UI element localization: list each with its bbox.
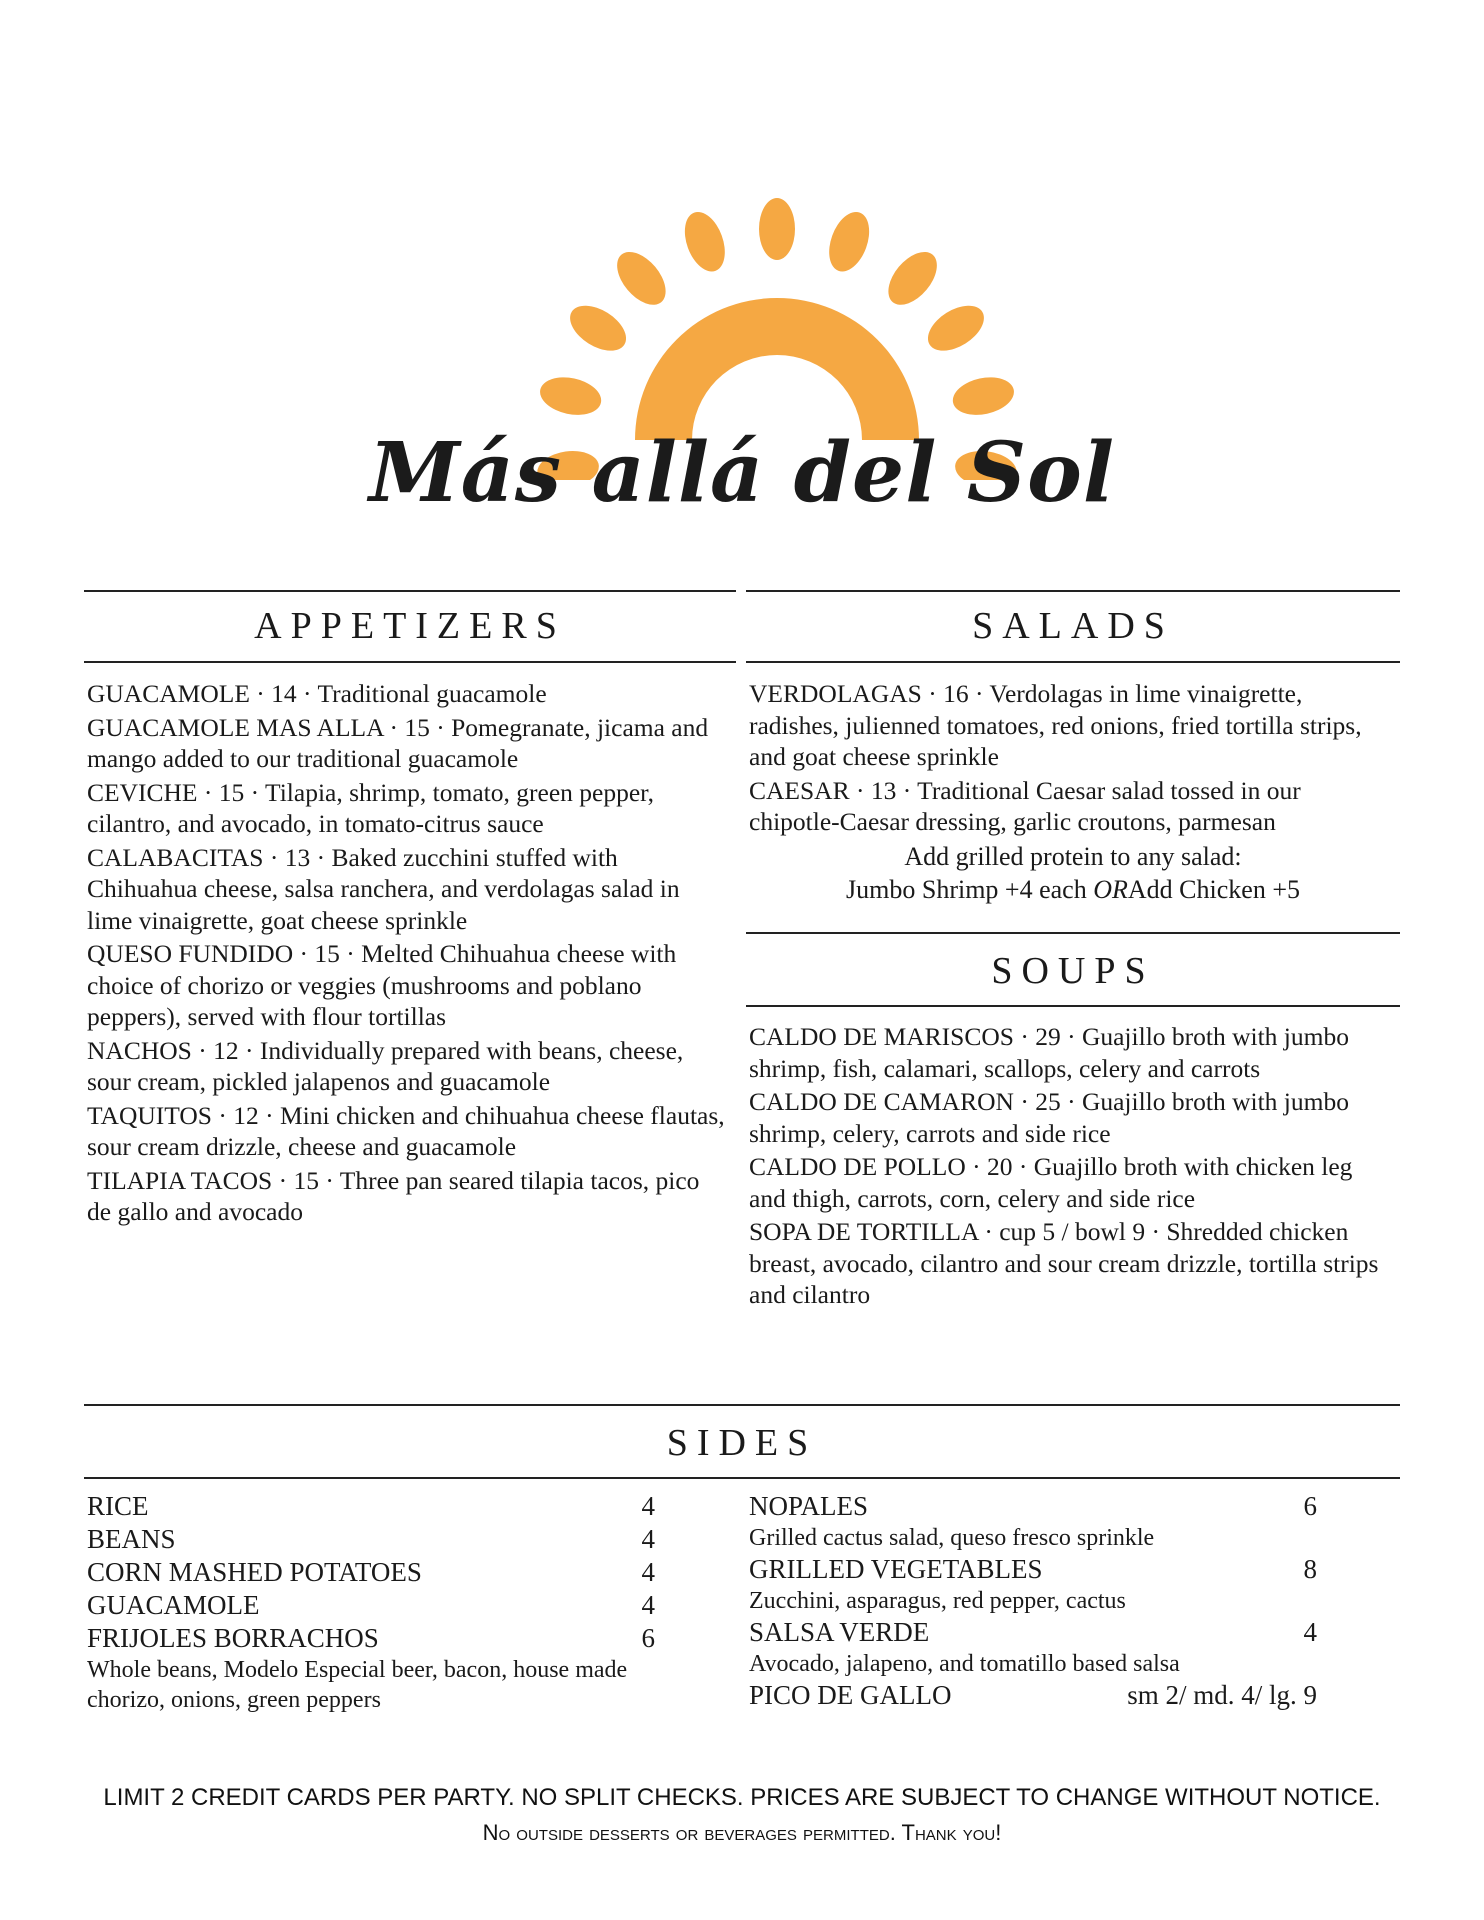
- menu-item: [749, 1151, 1389, 1214]
- item-separator: ·: [249, 679, 272, 708]
- divider: [746, 590, 1400, 592]
- item-description: Guajillo broth with jumbo shrimp, fish, calamari, scallops, celery and carrots: [749, 1022, 1349, 1083]
- side-item: [749, 1490, 1317, 1553]
- footer-thanks: No outside desserts or beverages permitted. Thank you!: [482, 1820, 1002, 1845]
- side-price: 6: [1303, 1491, 1317, 1521]
- sun-ray-icon: [759, 198, 795, 260]
- side-price: 4: [641, 1557, 655, 1587]
- sun-ray-icon: [677, 206, 732, 277]
- item-separator: ·: [258, 1100, 280, 1130]
- sides-left-list: [87, 1490, 655, 1715]
- menu-item: [87, 938, 727, 1033]
- item-separator: ·: [310, 842, 332, 872]
- menu-item: [749, 678, 1389, 773]
- side-row: [87, 1490, 655, 1523]
- side-row: [87, 1589, 655, 1622]
- item-separator: ·: [1060, 1087, 1082, 1116]
- item-description: Melted Chihuahua cheese with choice of chorizo or veggies (mushrooms and poblano peppers), served with flour tortillas: [87, 939, 677, 1031]
- item-name: GUACAMOLE MAS ALLA: [87, 712, 384, 742]
- item-separator: ·: [318, 1165, 340, 1195]
- item-name: CEVICHE: [87, 777, 198, 807]
- item-description: Baked zucchini stuffed with Chihuahua cheese, salsa ranchera, and verdolagas salad in lime vinaigrette, goat cheese sprinkle: [87, 842, 680, 935]
- side-price: 4: [641, 1524, 655, 1554]
- side-item: [87, 1556, 655, 1589]
- item-name: QUESO FUNDIDO: [87, 939, 294, 968]
- item-description: Pomegranate, jicama and mango added to our traditional guacamole: [87, 712, 709, 773]
- sun-ray-icon: [949, 372, 1017, 420]
- salad-note-chicken: Add Chicken +5: [1127, 875, 1300, 904]
- item-price: 16: [943, 679, 969, 708]
- item-price: 12: [233, 1100, 259, 1130]
- item-name: NACHOS: [87, 1035, 192, 1065]
- side-price: 8: [1303, 1554, 1317, 1584]
- section-title-sides: SIDES: [666, 1422, 818, 1464]
- item-separator: ·: [339, 939, 362, 968]
- item-separator: ·: [965, 1152, 987, 1181]
- section-title-salads: SALADS: [972, 605, 1174, 647]
- side-name: CORN MASHED POTATOES: [87, 1557, 422, 1587]
- side-name: RICE: [87, 1491, 149, 1521]
- side-description: Grilled cactus salad, queso fresco sprinkle: [749, 1525, 1155, 1551]
- side-name: FRIJOLES BORRACHOS: [87, 1623, 379, 1653]
- salad-note-line1: Add grilled protein to any salad:: [904, 842, 1242, 871]
- side-item: [87, 1589, 655, 1622]
- side-row: [749, 1679, 1317, 1712]
- side-name: GRILLED VEGETABLES: [749, 1554, 1043, 1584]
- menu-item: [87, 1100, 727, 1163]
- side-item: [749, 1616, 1317, 1679]
- item-separator: ·: [896, 775, 918, 805]
- item-price: 13: [284, 842, 311, 872]
- item-description: Guajillo broth with chicken leg and thigh, carrots, corn, celery and side rice: [749, 1152, 1353, 1213]
- side-name: SALSA VERDE: [749, 1617, 930, 1647]
- side-name: PICO DE GALLO: [749, 1680, 952, 1710]
- item-description: Shredded chicken breast, avocado, cilantro and sour cream drizzle, tortilla strips and cilantro: [749, 1217, 1379, 1309]
- sun-ray-icon: [608, 243, 675, 314]
- divider: [746, 932, 1400, 934]
- section-title-soups: SOUPS: [991, 950, 1155, 992]
- side-row: [749, 1490, 1317, 1523]
- item-price: 15: [404, 712, 430, 742]
- side-price: 4: [641, 1491, 655, 1521]
- item-description: Verdolagas in lime vinaigrette, radishes, julienned tomatoes, red onions, fried tortilla strips, and goat cheese sprinkle: [749, 679, 1362, 771]
- item-separator: ·: [244, 777, 266, 807]
- item-separator: ·: [1013, 1087, 1036, 1116]
- item-separator: ·: [263, 842, 285, 872]
- item-price: 29: [1035, 1022, 1061, 1051]
- item-description: Guajillo broth with jumbo shrimp, celery, carrots and side rice: [749, 1087, 1349, 1148]
- item-price: 15: [293, 1165, 319, 1195]
- item-separator: ·: [272, 1165, 294, 1195]
- side-name: NOPALES: [749, 1491, 869, 1521]
- side-description: Zucchini, asparagus, red pepper, cactus: [749, 1588, 1126, 1614]
- item-separator: ·: [1013, 1022, 1036, 1051]
- side-row: [749, 1616, 1317, 1649]
- item-separator: ·: [977, 1217, 1000, 1246]
- item-separator: ·: [968, 679, 990, 708]
- item-description: Traditional guacamole: [317, 679, 547, 708]
- salad-protein-note: [746, 840, 1400, 906]
- item-separator: ·: [383, 712, 405, 742]
- item-description: Tilapia, shrimp, tomato, green pepper, cilantro, and avocado, in tomato-citrus sauce: [87, 777, 654, 838]
- divider: [84, 590, 736, 592]
- section-title-appetizers: APPETIZERS: [254, 605, 566, 647]
- item-price: 15: [218, 777, 245, 807]
- item-description: Individually prepared with beans, cheese, sour cream, pickled jalapenos and guacamole: [87, 1035, 684, 1096]
- side-row: [87, 1523, 655, 1556]
- item-separator: ·: [849, 775, 871, 805]
- side-item: [87, 1490, 655, 1523]
- side-item: [87, 1523, 655, 1556]
- menu-item: [749, 1021, 1389, 1084]
- item-price: cup 5 / bowl 9: [999, 1217, 1146, 1246]
- item-description: Mini chicken and chihuahua cheese flautas, sour cream drizzle, cheese and guacamole: [87, 1100, 725, 1161]
- item-separator: ·: [238, 1035, 260, 1065]
- side-row: [749, 1553, 1317, 1586]
- salad-note-shrimp: Jumbo Shrimp +4 each: [846, 875, 1087, 904]
- sun-ray-icon: [920, 296, 992, 359]
- item-price: 20: [987, 1152, 1013, 1181]
- side-price: 4: [1303, 1617, 1317, 1647]
- item-separator: ·: [1060, 1022, 1082, 1051]
- menu-item: [87, 678, 727, 710]
- salad-note-line2: [746, 873, 1400, 906]
- side-row: [87, 1556, 655, 1589]
- menu-item: [749, 775, 1389, 838]
- appetizers-list: [87, 678, 727, 1230]
- item-name: CALDO DE MARISCOS: [749, 1022, 1014, 1051]
- item-name: CALDO DE CAMARON: [749, 1087, 1014, 1116]
- item-separator: ·: [429, 712, 452, 742]
- side-item: [87, 1622, 655, 1715]
- item-separator: ·: [197, 777, 219, 807]
- brand-name: Más allá del Sol: [369, 425, 1115, 521]
- side-price: 4: [641, 1590, 655, 1620]
- item-description: Traditional Caesar salad tossed in our chipotle-Caesar dressing, garlic croutons, parmesan: [749, 775, 1301, 836]
- salad-note-or: OR: [1093, 875, 1128, 904]
- item-name: GUACAMOLE: [87, 679, 250, 708]
- divider: [84, 1477, 1400, 1479]
- item-price: 14: [271, 679, 297, 708]
- sun-icon: [0, 0, 1484, 480]
- item-separator: ·: [293, 939, 315, 968]
- menu-item: [749, 1216, 1389, 1311]
- item-price: 15: [314, 939, 340, 968]
- item-separator: ·: [921, 679, 944, 708]
- side-item: [749, 1553, 1317, 1616]
- logo: [0, 0, 1484, 560]
- side-description: Whole beans, Modelo Especial beer, bacon, house made chorizo, onions, green peppers: [87, 1657, 628, 1713]
- divider: [84, 1404, 1400, 1406]
- item-name: CALABACITAS: [87, 842, 264, 872]
- menu-item: [87, 777, 727, 840]
- side-name: BEANS: [87, 1524, 176, 1554]
- side-row: [87, 1622, 655, 1655]
- sun-ray-icon: [822, 206, 877, 277]
- item-name: TILAPIA TACOS: [87, 1165, 273, 1195]
- side-item: [749, 1679, 1317, 1712]
- sun-ray-icon: [537, 372, 605, 420]
- item-price: 12: [213, 1035, 239, 1065]
- item-separator: ·: [212, 1100, 234, 1130]
- side-name: GUACAMOLE: [87, 1590, 260, 1620]
- side-price: sm 2/ md. 4/ lg. 9: [1127, 1680, 1317, 1710]
- item-name: VERDOLAGAS: [749, 679, 922, 708]
- menu-item: [87, 712, 727, 775]
- item-separator: ·: [1145, 1217, 1167, 1246]
- divider: [746, 1005, 1400, 1007]
- sun-ray-icon: [879, 243, 946, 314]
- item-separator: ·: [191, 1035, 214, 1065]
- item-name: TAQUITOS: [87, 1100, 212, 1130]
- item-name: CAESAR: [749, 775, 850, 805]
- item-price: 25: [1035, 1087, 1061, 1116]
- menu-item: [749, 1086, 1389, 1149]
- menu-item: [87, 1035, 727, 1098]
- menu-item: [87, 1165, 727, 1228]
- sun-ray-icon: [562, 296, 634, 359]
- divider: [84, 661, 736, 663]
- menu-item: [87, 842, 727, 937]
- salads-list: [749, 678, 1389, 840]
- divider: [746, 661, 1400, 663]
- item-name: SOPA DE TORTILLA: [749, 1217, 978, 1246]
- footer-policy: LIMIT 2 CREDIT CARDS PER PARTY. NO SPLIT CHECKS. PRICES ARE SUBJECT TO CHANGE WITHOUT NOTICE.: [103, 1784, 1381, 1811]
- item-price: 13: [870, 775, 897, 805]
- item-description: Three pan seared tilapia tacos, pico de gallo and avocado: [87, 1165, 700, 1226]
- item-separator: ·: [1012, 1152, 1034, 1181]
- side-price: 6: [641, 1623, 655, 1653]
- sides-right-list: [749, 1490, 1317, 1712]
- side-description: Avocado, jalapeno, and tomatillo based salsa: [749, 1651, 1180, 1677]
- soups-list: [749, 1021, 1389, 1313]
- item-separator: ·: [296, 679, 318, 708]
- item-name: CALDO DE POLLO: [749, 1152, 966, 1181]
